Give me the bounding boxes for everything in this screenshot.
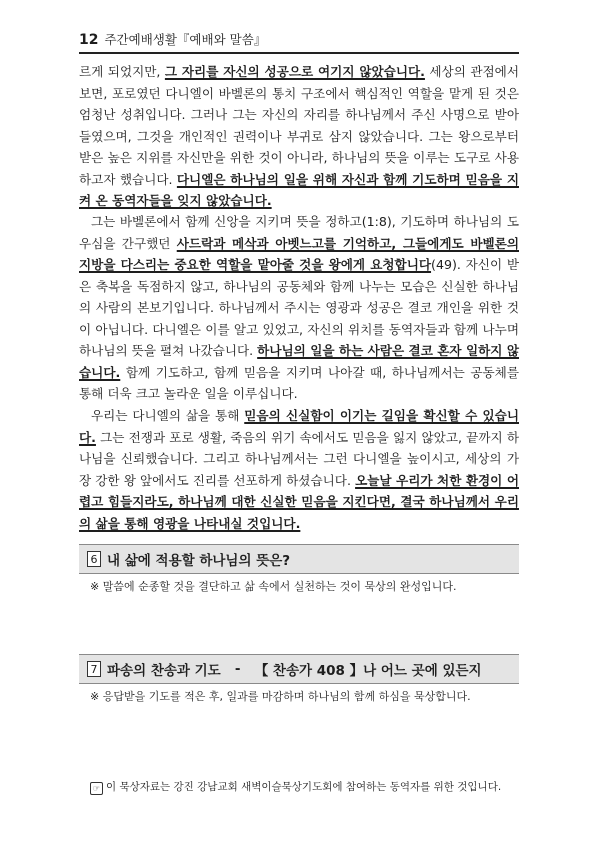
section-6-number: 6: [87, 551, 101, 567]
paragraph-3: [79, 405, 519, 534]
paragraph-1: [79, 61, 519, 212]
body-text-run: (49). 자신이 받은 축복을 독점하지 않고, 하나님의 공동체와 함께 나누는 모습은 신실한 하나님의 사람의 본보기입니다. 하나님께서 주시는 영광과 성공은 결코 개인을 위한 것이 아닙니다. 다니엘은 이를 알고 있었고, 자신의 위치를 동역자들과 함께 나누며 하나님의 뜻을 펼쳐 나갔습니다.: [79, 257, 519, 358]
section-7-number: 7: [87, 661, 101, 677]
emphasis-text: 믿음의 신실함이 이기는 길임을 확신할 수 있습니다.: [79, 408, 519, 445]
footer: [90, 779, 501, 795]
emphasis-text: 사드락과 메삭과 아벳느고를 기억하고, 그들에게도 바벨론의 지방을 다스리는 중요한 역할을 맡아줄 것을 왕에게 요청합니다: [79, 235, 519, 272]
header-rule: [79, 52, 519, 54]
paragraph-2: [79, 211, 519, 405]
header-title: 주간예배생활『예배와 말씀』: [104, 32, 267, 47]
footer-text: 이 묵상자료는 강진 강남교회 새벽이슬묵상기도회에 참여하는 동역자를 위한 것입니다.: [106, 781, 502, 793]
section-7-hymn: 【 찬송가 408 】나 어느 곳에 있든지: [254, 663, 482, 679]
body-text-run: 우리는 다니엘의 삶을 통해: [91, 408, 245, 423]
emphasis-text: 오늘날 우리가 처한 환경이 어렵고 힘들지라도, 하나님께 대한 신실한 믿음을 지킨다면, 결국 하나님께서 우리의 삶을 통해 영광을 나타내실 것입니다.: [79, 472, 519, 531]
body-text-run: 함께 기도하고, 함께 믿음을 지키며 나아갈 때, 하나님께서는 공동체를 통해 더욱 크고 놀라운 일을 이루십니다.: [79, 364, 519, 401]
body-text-run: 그는 바벨론에서 함께 신앙을 지키며 뜻을 정하고(1:8), 기도하며 하나님의 도우심을 간구했던: [79, 214, 519, 251]
section-7-separator: -: [234, 661, 241, 677]
page-header: [79, 30, 266, 48]
body-text-run: 그는 전쟁과 포로 생활, 죽음의 위기 속에서도 믿음을 잃지 않았고, 끝까지 하나님을 신뢰했습니다. 그리고 하나님께서는 그런 다니엘을 높이시고, 세상의 가장 강한 왕 앞에서도 진리를 선포하게 하셨습니다.: [79, 429, 519, 488]
section-6-bar: [79, 544, 519, 574]
page-number: 12: [79, 32, 99, 48]
emphasis-text: 다니엘은 하나님의 일을 위해 자신과 함께 기도하며 믿음을 지켜 온 동역자들을 잊지 않았습니다.: [79, 171, 519, 208]
section-7-title: 파송의 찬송과 기도: [107, 663, 221, 679]
section-7-note: ※ 응답받을 기도를 적은 후, 일과를 마감하며 하나님의 함께 하심을 묵상합니다.: [90, 690, 471, 703]
emphasis-text: 하나님의 일을 하는 사람은 결코 혼자 일하지 않습니다.: [79, 343, 520, 380]
section-7-bar: [79, 654, 519, 684]
body-text-run: 세상의 관점에서 보면, 포로였던 다니엘이 바벨론의 통치 구조에서 핵심적인 역할을 맡게 된 것은 엄청난 성취입니다. 그러나 그는 자신의 자리를 하나님께서 주신 사명으로 받아들였으며, 그것을 개인적인 권력이나 부귀로 삼지 않았습니다. 그는 왕으로부터 받은 높은 지위를 자신만을 위한 것이 아니라, 하나님의 뜻을 이루는 도구로 사용하고자 했습니다.: [79, 64, 519, 187]
pointing-hand-icon: ☞: [90, 782, 103, 795]
body-text-run: 르게 되었지만,: [79, 64, 165, 79]
section-6-title: 내 삶에 적용할 하나님의 뜻은?: [107, 553, 291, 569]
emphasis-text: 그 자리를 자신의 성공으로 여기지 않았습니다.: [164, 64, 425, 79]
section-6-note: ※ 말씀에 순종할 것을 결단하고 삶 속에서 실천하는 것이 묵상의 완성입니다.: [90, 580, 457, 593]
